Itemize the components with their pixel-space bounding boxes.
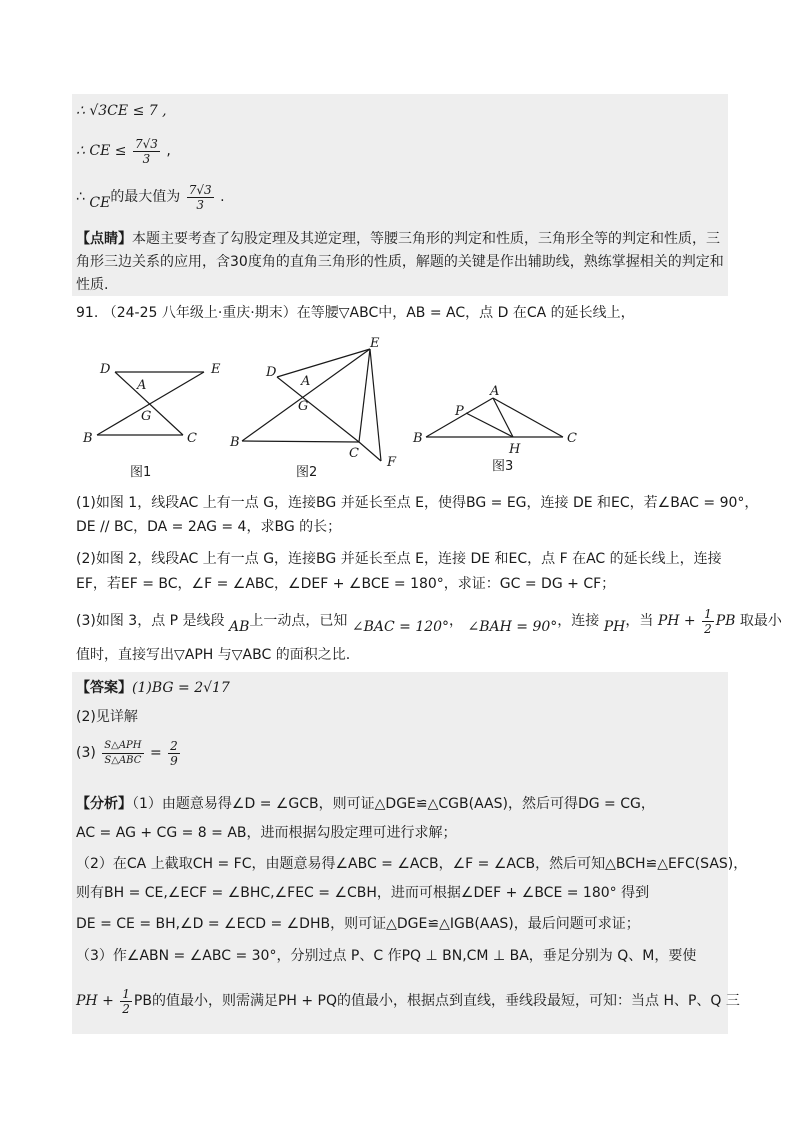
fig2-label-F: F [387, 455, 397, 470]
solution-line-3: ∴ CE的最大值为 $\frac{7√3}{3}$ . [76, 182, 225, 212]
fraction-one-half: $\frac{1}{2}$ [704, 606, 712, 636]
fig1-label-B: B [83, 431, 93, 446]
question-3-line-1: (3)如图 3，点 P 是线段 AB上一动点，已知 ∠BAC = 120°， ∠BAH = 90°，连接 PH，当 PH + $\frac{1}{2}$ PB 取最小 [76, 606, 782, 636]
fig2-label-B: B [230, 435, 240, 450]
question-1-line-1: (1)如图 1，线段AC 上有一点 G，连接BG 并延长至点 E，使得BG = EG，连接 DE 和EC，若∠BAC = 90°， [76, 495, 759, 511]
fig1-label-A: A [137, 378, 147, 393]
fig3-label-B: B [413, 431, 423, 446]
comment-tag: 【点睛】 [76, 231, 132, 247]
fig1-label-C: C [187, 431, 197, 446]
solution-line-1: ∴ √3CE ≤ 7 , [76, 103, 167, 119]
comment-line-3: 性质. [76, 277, 109, 293]
geometry-figures [0, 0, 800, 480]
answer-analysis-band [72, 672, 728, 1034]
figure-1 [97, 372, 204, 435]
analysis-line-7: PH + $\frac{1}{2}$ PB的值最小，则需满足PH + PQ的值最小，根据点到直线，垂线段最短，可知：当点 H、P、Q 三 [76, 986, 740, 1016]
figure-2 [242, 349, 381, 461]
comment-line-1: 【点睛】本题主要考查了勾股定理及其逆定理，等腰三角形的判定和性质，三角形全等的判定和性质，三 [76, 231, 720, 247]
fig1-label-E: E [211, 362, 221, 377]
figure-2-labels [229, 336, 397, 470]
fig1-caption: 图1 [130, 465, 152, 480]
answer-line-2: (2)见详解 [76, 709, 138, 725]
fig1-label-G: G [141, 409, 152, 424]
analysis-line-5: DE = CE = BH,∠D = ∠ECD = ∠DHB，则可证△DGE≌△IGB(AAS)，最后问题可求证； [76, 916, 640, 932]
area-ratio-value: $\frac{2}{9}$ [170, 738, 178, 768]
analysis-line-6: （3）作∠ABN = ∠ABC = 30°，分别过点 P、C 作PQ ⊥ BN,CM ⊥ BA，垂足分别为 Q、M，要使 [76, 948, 697, 964]
analysis-line-1: 【分析】（1）由题意易得∠D = ∠GCB，则可证△DGE≌△CGB(AAS)，然后可得DG = CG， [76, 796, 655, 812]
question-3-line-2: 值时，直接写出▽APH 与▽ABC 的面积之比. [76, 647, 351, 663]
analysis-line-2: AC = AG + CG = 8 = AB，进而根据勾股定理可进行求解； [76, 825, 457, 841]
fig2-label-G: G [298, 399, 309, 414]
problem-source: （24-25 八年级上·重庆·期末） [102, 305, 297, 321]
comment-line-2: 角形三边关系的应用，含30度角的直角三角形的性质，解题的关键是作出辅助线，熟练掌握相关的判定和 [76, 254, 724, 270]
fig2-label-A: A [301, 374, 311, 389]
fig2-label-C: C [349, 446, 359, 461]
analysis-line-3: （2）在CA 上截取CH = FC，由题意易得∠ABC = ∠ACB，∠F = ∠ACB，然后可知△BCH≌△EFC(SAS)， [76, 856, 748, 872]
figure-3-labels [412, 384, 577, 457]
answer-line-1: 【答案】(1)BG = 2√17 [76, 680, 230, 696]
fig3-label-C: C [567, 431, 577, 446]
question-1-line-2: DE // BC，DA = 2AG = 4，求BG 的长； [76, 519, 342, 535]
area-ratio-fraction: $\frac{\text{S△APH}}{\text{S△ABC}}$ [104, 739, 142, 766]
question-2-line-1: (2)如图 2，线段AC 上有一点 G，连接BG 并延长至点 E，连接 DE 和EC，点 F 在AC 的延长线上，连接 [76, 551, 722, 567]
problem-stem: 在等腰▽ABC中，AB = AC，点 D 在CA 的延长线上， [296, 305, 635, 321]
fig2-label-D: D [266, 365, 277, 380]
question-2-line-2: EF，若EF = BC，∠F = ∠ABC，∠DEF + ∠BCE = 180°，求证：GC = DG + CF； [76, 576, 616, 592]
fig3-label-A: A [490, 384, 500, 399]
fig3-label-H: H [509, 442, 521, 457]
fig2-caption: 图2 [296, 465, 318, 480]
figure-3 [426, 398, 563, 437]
answer-tag: 【答案】 [76, 680, 132, 696]
analysis-line-4: 则有BH = CE,∠ECF = ∠BHC,∠FEC = ∠CBH，进而可根据∠DEF + ∠BCE = 180° 得到 [76, 885, 650, 901]
problem-number: 91. [76, 305, 99, 321]
fraction-max-value: $\frac{7√3}{3}$ [188, 182, 212, 212]
answer-line-3: (3) $\frac{\text{S△APH}}{\text{S△ABC}}$ = $\frac{2}{9}$ [76, 738, 178, 768]
fig1-label-D: D [100, 362, 111, 377]
analysis-tag: 【分析】 [76, 796, 132, 812]
solution-line-2: ∴ CE ≤ $\frac{7√3}{3}$ , [76, 136, 171, 166]
fig2-label-E: E [370, 336, 380, 351]
fraction-one-half-analysis: $\frac{1}{2}$ [122, 986, 130, 1016]
fraction-7-root3-over-3: $\frac{7√3}{3}$ [134, 136, 158, 166]
fig3-caption: 图3 [492, 459, 514, 474]
fig3-label-P: P [455, 404, 464, 419]
